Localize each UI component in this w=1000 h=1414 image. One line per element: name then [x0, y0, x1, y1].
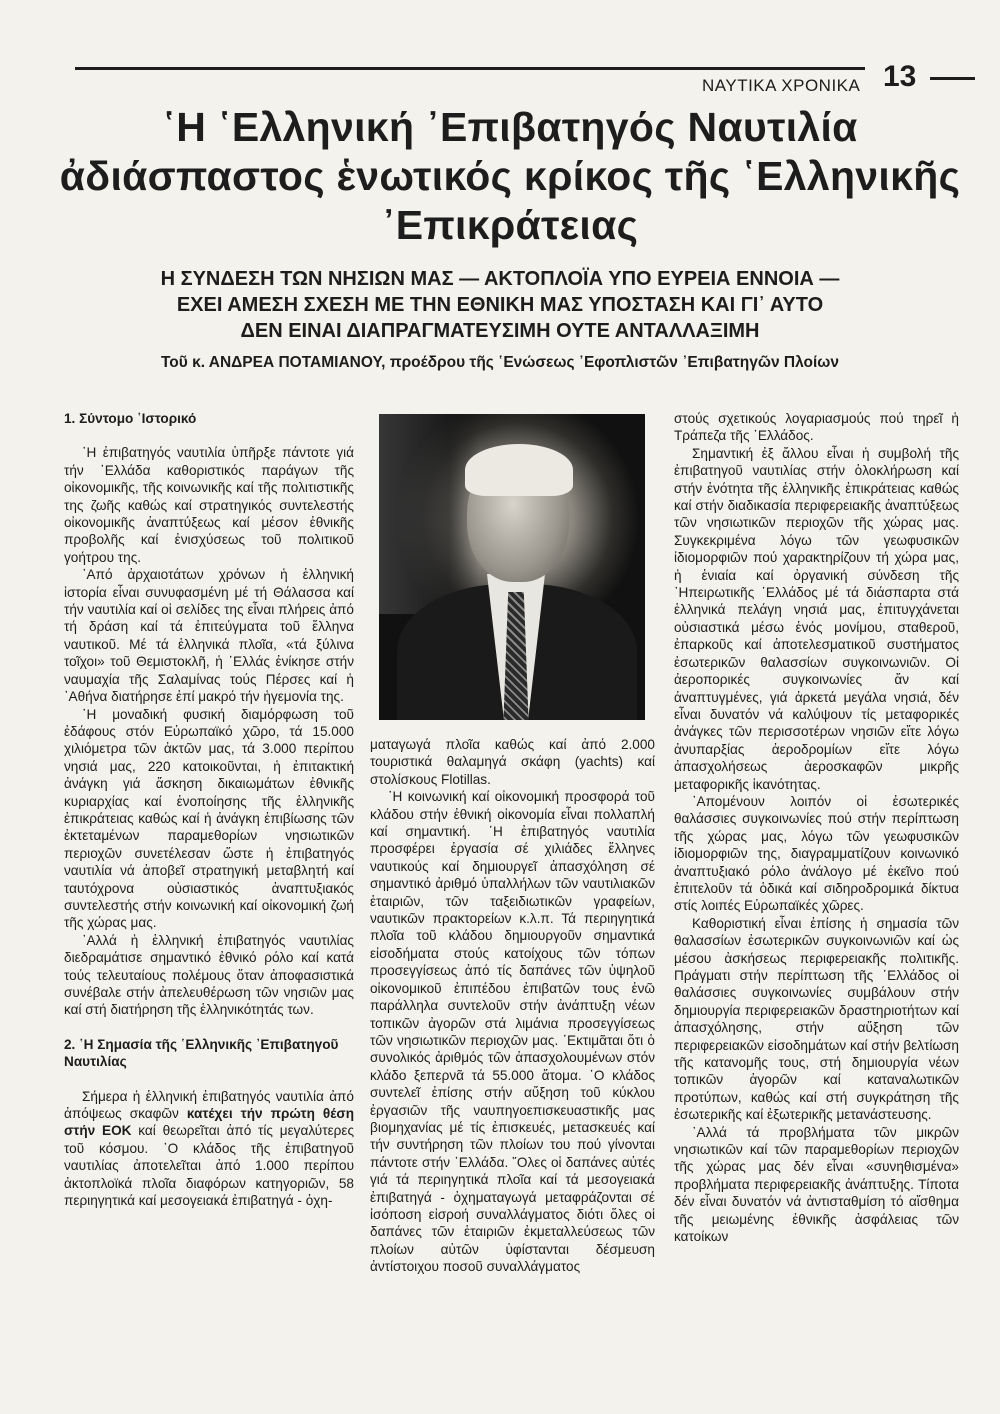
byline: Τοῦ κ. ΑΝΔΡΕΑ ΠΟΤΑΜΙΑΝΟΥ, προέδρου τῆς ῾Ενώσεως ᾿Εφοπλιστῶν ᾿Επιβατηγῶν Πλοίων: [160, 354, 839, 371]
paragraph: ῾Η κοινωνική καί οἰκονομική προσφορά τοῦ κλάδου στήν ἐθνική οἰκονομία εἶναι πολλαπλή καί σημαντική. ῾Η ἐπιβατηγός ναυτιλία προσφέρει ἐργασία σέ χιλιάδες ἕλληνες ναυτικούς καί δημιουργεῖ ἀπασχόληση σέ σημαντικό ἀριθμό ὑπαλλήλων τῶν ναυτιλιακῶν ἑταιριῶν, τῶν ταξειδιωτικῶν γραφείων, ναυτικῶν πρακτορείων κ.λ.π. Τά περιηγητικά πλοῖα τοῦ κλάδου δημιουργοῦν σημαντικά εἰσοδήματα στούς κατοίχους τῶν τόπων προσεγγίσεως ἀπό τίς δαπάνες τῶν ὑψηλοῦ οἰκονομικοῦ ἐπιπέδου ἐπιβατῶν τους ἐνῶ παράλληλα συντελοῦν στήν ἀνάπτυξη νέων τοπικῶν ἀγορῶν στά λιμάνια προσεγγίσεως τῶν νησιωτικῶν περιοχῶν μας. ᾿Εκτιμᾶται ὅτι ὁ συνολικός ἀριθμός τῶν ἀπασχολουμένων στόν κλάδο ξεπερνᾶ τά 55.000 ἄτομα. ᾿Ο κλάδος συντελεῖ ἐπίσης στήν αὔξηση τοῦ κύκλου ἐργασιῶν τῆς ναυπηγοεπισκευαστικῆς μας βιομηχανίας μέ τίς ἐπισκευές, μετασκευές καί τήν συντήρηση τῶν πλοίων του πού γίνονται πάντοτε στήν ῾Ελλάδα. ῞Ολες οἱ δαπάνες αὐτές γιά τά περιηγητικά πλοῖα καί τά μεσογειακά ἐπιβατηγά - ὀχηματαγωγά μεταφράζονται σέ ἰσόποση εἰσροή συναλλάγματος διότι ὅλες οἱ δαπάνες τῶν ἑταιριῶν ἐκμεταλλεύσεως τῶν πλοίων αὐτῶν ὑφίστανται δέσμευση ἀντίστοιχου ποσοῦ συναλλάγματος: [370, 789, 655, 1275]
running-head: ΝΑΥΤΙΚΑ ΧΡΟΝΙΚΑ: [702, 76, 861, 95]
author-portrait-photo: [379, 414, 645, 720]
header-rule-right: [930, 77, 975, 80]
title-line: ἀδιάσπαστος ἑνωτικός κρίκος τῆς ῾Ελληνικῆς: [59, 153, 961, 199]
column-1: [64, 410, 354, 1209]
column-3: [674, 410, 959, 1246]
paragraph: ᾿Αλλά τά προβλήματα τῶν μικρῶν νησιωτικῶν καί τῶν παραμεθορίων περιοχῶν τῆς χώρας μας δέν εἶναι «συνηθισμένα» προβλήματα περιφερειακῆς ἀνάπτυξης. Τίποτα δέν εἶναι δυνατόν νά ἀντισταθμίση τό αἴσθημα τῆς μειωμένης ἐθνικῆς ἀσφάλειας τῶν κατοίκων: [674, 1124, 959, 1245]
column-2: [370, 736, 655, 1276]
paragraph: Καθοριστική εἶναι ἐπίσης ἡ σημασία τῶν θαλασσίων ἐσωτερικῶν συγκοινωνιῶν καί ὡς μέσου ἀσκήσεως περιφερειακῆς πολιτικῆς. Πράγματι στήν περίπτωση τῆς ῾Ελλάδος οἱ θαλάσσιες συγκοινωνίες συμβάλουν στήν δημιουργία περιφερειακῶν δραστηριοτήτων καί ἀπασχόλησης, στήν αὔξηση τῶν περιφερειακῶν εἰσοδημάτων καί στήν βελτίωση τῆς κατανομῆς τους, στή δημιουργία νέων τοπικῶν ἀγορῶν καί καταναλωτικῶν προτύπων, καθώς καί στή συγκράτηση τῆς ἐσωτερικῆς καί ἐξωτερικῆς μετανάστευσης.: [674, 915, 959, 1123]
article-title: [40, 103, 980, 250]
subtitle-line: Η ΣΥΝΔΕΣΗ ΤΩΝ ΝΗΣΙΩΝ ΜΑΣ — ΑΚΤΟΠΛΟΪΑ ΥΠΟ ΕΥΡΕΙΑ ΕΝΝΟΙΑ —: [160, 268, 840, 290]
paragraph: ῾Η μοναδική φυσική διαμόρφωση τοῦ ἐδάφους στόν Εὐρωπαϊκό χῶρο, τά 15.000 χιλιόμετρα τῶν ἀκτῶν μας, τά 3.000 περίπου νησιά μας, 220 κατοικοῦνται, ἡ ἐπιτακτική ἀνάγκη γιά ἄσκηση δικαιωμάτων ἐθνικῆς κυριαρχίας καί ἑνοποίησης τῆς ἑλληνικῆς ἐπικράτειας καθώς καί ἡ ἀνάγκη ἐπιβίωσης τῶν ἐκτεταμένων παραμεθορίων νησιωτικῶν περιοχῶν συνετέλεσαν ὥστε ἡ ἐπιβατηγός ναυτιλία νά ἀποβεῖ στρατηγική μεταβλητή καί ταυτόχρονα οὐσιαστικός ἀναπτυξιακός συντελεστής στήν κοινωνική καί οἰκονομική ζωή τῆς χώρας μας.: [64, 706, 354, 931]
section-heading: 1. Σύντομο ῾Ιστορικό: [64, 411, 197, 426]
article-subtitle: [60, 266, 940, 344]
title-line: ῾Η ῾Ελληνική ᾿Επιβατηγός Ναυτιλία: [162, 104, 858, 150]
paragraph: ᾿Αλλά ἡ ἑλληνική ἐπιβατηγός ναυτιλίας διεδραμάτισε σημαντικό ἐθνικό ρόλο καί κατά τούς τελευταίους πολέμους ὅταν ἀποφασιστικά συνέβαλε στήν ἀπελευθέρωση τῶν νησιῶν μας καί στή διατήρηση τῆς ἑλληνικότητάς των.: [64, 932, 354, 1018]
paragraph: ματαγωγά πλοῖα καθώς καί ἀπό 2.000 τουριστικά θαλαμηγά σκάφη (yachts) καί στολίσκους Flotillas.: [370, 737, 655, 787]
emphasis: κατέχει τήν πρώτη θέση στήν ΕΟΚ: [64, 1106, 354, 1139]
title-line: ᾿Επικράτειας: [381, 202, 639, 248]
subtitle-line: ΕΧΕΙ ΑΜΕΣΗ ΣΧΕΣΗ ΜΕ ΤΗΝ ΕΘΝΙΚΗ ΜΑΣ ΥΠΟΣΤΑΣΗ ΚΑΙ ΓΙ᾿ ΑΥΤΟ: [176, 294, 824, 316]
paragraph: ῾Η ἐπιβατηγός ναυτιλία ὑπῆρξε πάντοτε γιά τήν ῾Ελλάδα καθοριστικός παράγων τῆς οἰκονομικῆς, τῆς κοινωνικῆς καί τῆς πολιτιστικῆς της ζωῆς καθώς καί στρατηγικός συντελεστής οἰκονομικῆς ἀναπτύξεως καί μέσον ἐθνικῆς προβολῆς καί ἐνισχύσεως τοῦ πολιτικοῦ γοήτρου της.: [64, 445, 354, 565]
header-rule-left: [75, 67, 865, 70]
paragraph: Σήμερα ἡ ἑλληνική ἐπιβατηγός ναυτιλία ἀπό ἀπόψεως σκαφῶν κατέχει τήν πρώτη θέση στήν ΕΟΚ καί θεωρεῖται ἀπό τίς μεγαλύτερες τοῦ κόσμου. ᾿Ο κλάδος τῆς ἐπιβατηγοῦ ναυτιλίας ἀποτελεῖται ἀπό 1.000 περίπου ἀκτοπλοϊκά πλοῖα διαφόρων κατηγοριῶν, 58 περιηγητικά καί μεσογειακά ἐπιβατηγά - ὀχη-: [64, 1088, 355, 1209]
paragraph: ᾿Απομένουν λοιπόν οἱ ἐσωτερικές θαλάσσιες συγκοινωνίες πού στήν περίπτωση τῆς χώρας μας, λόγω τῶν γεωφυσικῶν ἰδιομορφιῶν της, διαγραμματίζουν κοινωνικό ἀναπτυξιακό ρόλο ἀνάλογο μέ ἐκεῖνο πού ἐπιτελοῦν τά ὁδικά καί σιδηροδρομικά δίκτυα στίς λοιπές Εὐρωπαϊκές χῶρες.: [674, 793, 959, 914]
section-heading: 2. ῾Η Σημασία τῆς ῾Ελληνικῆς ᾿Επιβατηγοῦ Ναυτιλίας: [64, 1036, 339, 1070]
subtitle-line: ΔΕΝ ΕΙΝΑΙ ΔΙΑΠΡΑΓΜΑΤΕΥΣΙΜΗ ΟΥΤΕ ΑΝΤΑΛΛΑΞΙΜΗ: [240, 320, 760, 342]
paragraph: ᾿Από ἀρχαιοτάτων χρόνων ἡ ἑλληνική ἱστορία εἶναι συνυφασμένη μέ τή Θάλασσα καί τήν ναυτιλία καί οἱ σελίδες της εἶναι πλήρεις ἀπό τή δράση καί τά ἐπιτεύγματα τοῦ ἕλληνα ναυτικοῦ. Μέ τά ἑλληνικά πλοῖα, «τά ξύλινα τοῖχοι» τοῦ Θεμιστοκλῆ, ἡ ῾Ελλάς ἐνίκησε στήν ναυμαχία τῆς Σαλαμίνας τούς Πέρσες καί ἡ ᾿Αθήνα διατήρησε ἐπί μακρό τήν ἡγεμονία της.: [64, 567, 354, 705]
paragraph: στούς σχετικούς λογαριασμούς πού τηρεῖ ἡ Τράπεζα τῆς ῾Ελλάδος.: [674, 411, 959, 444]
page-number: 13: [883, 60, 917, 93]
paragraph: Σημαντική ἐξ ἄλλου εἶναι ἡ συμβολή τῆς ἐπιβατηγοῦ ναυτιλίας στήν ὁλοκλήρωση καί στήν ἑνότητα τῆς ἑλληνικῆς ἐπικράτειας καθώς καί στήν διαδικασία περιφερειακῆς ἀναπτύξεως τῶν νησιωτικῶν περιοχῶν τῆς χώρας μας. Συγκεκριμένα λόγω τῶν γεωφυσικῶν ἰδιομορφιῶν πού χαρακτηρίζουν τή χώρα μας, ἡ ἑνιαία καί ὀργανική σύνδεση τῆς ᾿Ηπειρωτικῆς ῾Ελλάδος μέ τά διάσπαρτα στά ἑλληνικά πελάγη νησιά μας, ἐπιτυγχάνεται οὐσιαστικά μέσω ἑνός μονίμου, σταθεροῦ, ἐπαρκοῦς καί ἀποτελεσματικοῦ συστήματος ἐσωτερικῶν θαλασσίων συγκοινωνιῶν. Οἱ ἀεροπορικές συγκοινωνίες ἄν καί ἀναπτυγμένες, γιά ἀρκετά μεγάλα νησιά, δέν εἶναι δυνατόν νά καλύψουν τίς μεταφορικές ἀνάγκες τῶν περισσοτέρων νησιῶν εἴτε λόγω ἀνυπαρξίας ἀεροδρομίων εἴτε λόγω ἀπασχολήσεως ἀεροσκαφῶν μικρῆς μεταφορικῆς ἱκανότητας.: [674, 445, 959, 792]
